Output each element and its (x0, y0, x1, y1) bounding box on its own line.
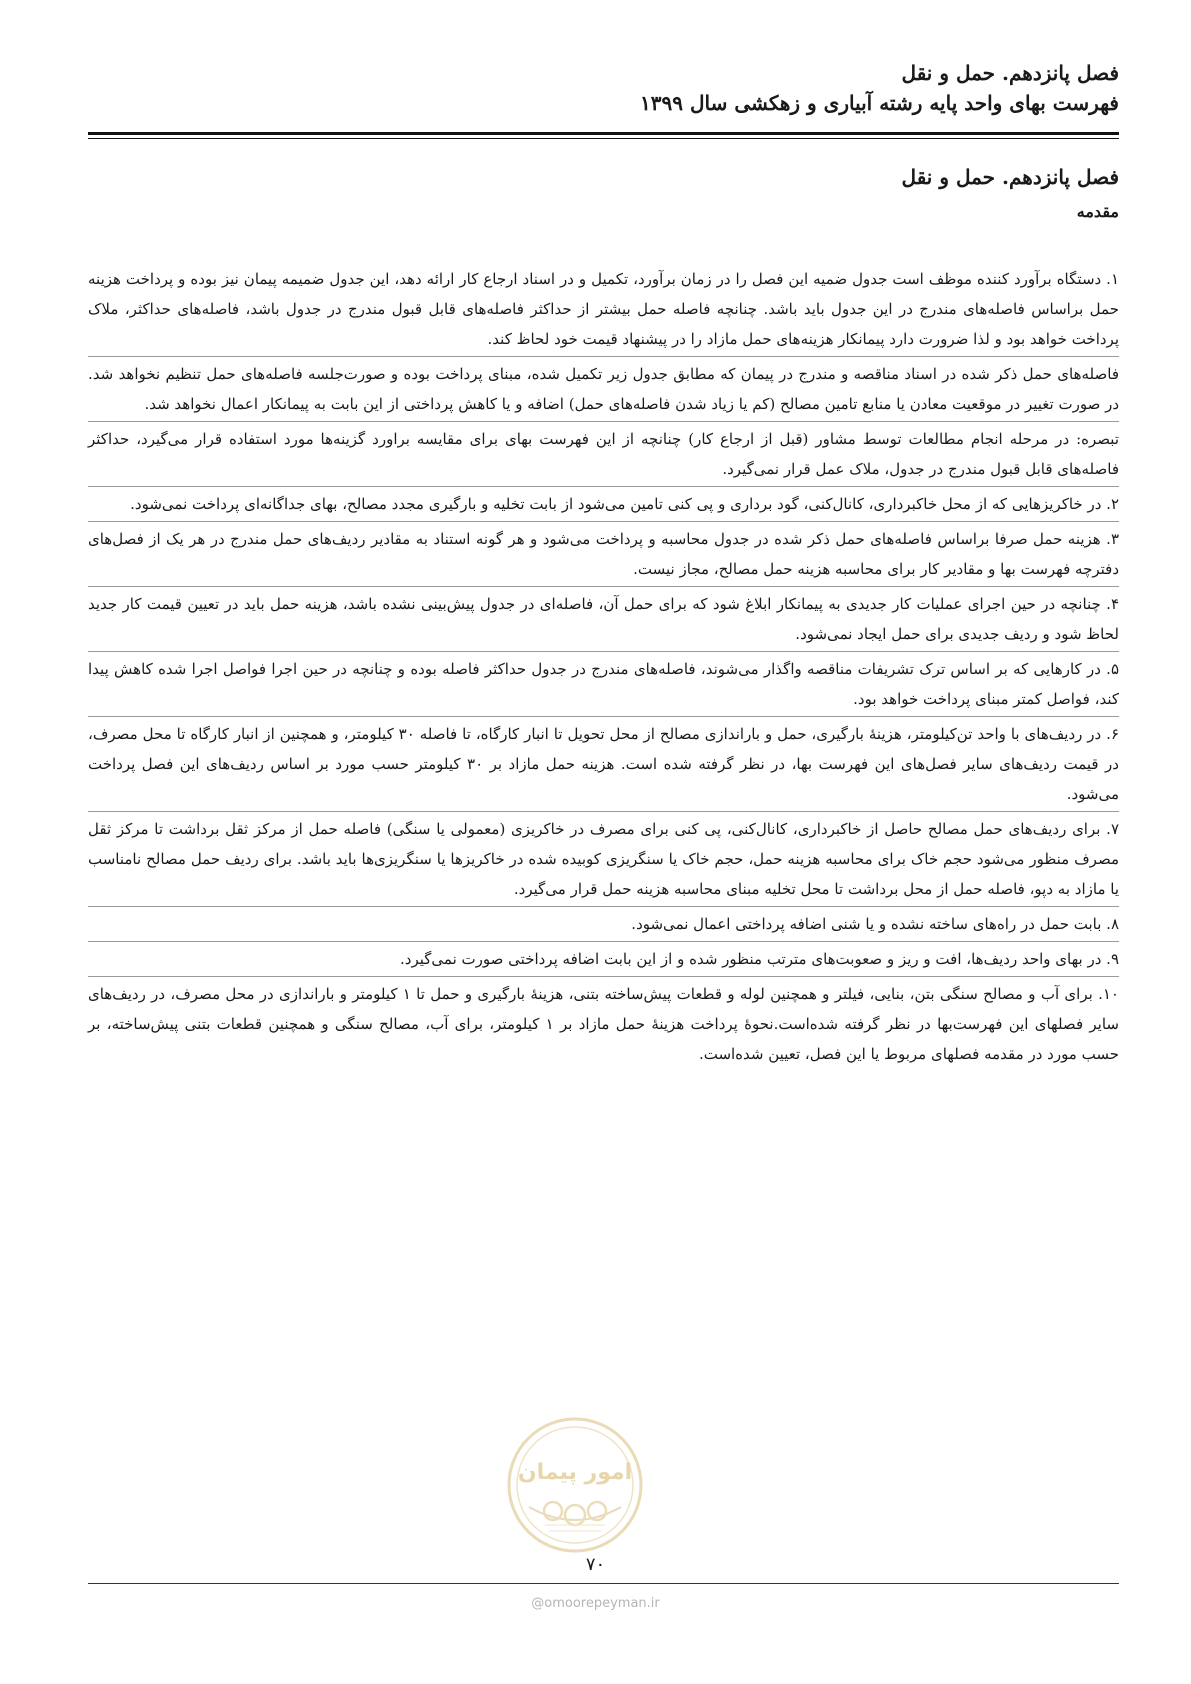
paragraph-9: ۹. در بهای واحد ردیف‌ها، افت و ریز و صعوبت‌های مترتب منظور شده و از این بابت اضافه پرداختی صورت نمی‌گیرد. (88, 944, 1119, 977)
watermark-logo-text: امور پیمان (517, 1460, 633, 1485)
paragraph-2: ۲. در خاکریزهایی که از محل خاکبرداری، کانال‌کنی، گود برداری و پی کنی تامین می‌شود از بابت تخلیه و بارگیری مجدد مصالح، بهای جداگانه‌ای پرداخت نمی‌شود. (88, 489, 1119, 522)
paragraph-5: ۵. در کارهایی که بر اساس ترک تشریفات مناقصه واگذار می‌شوند، فاصله‌های مندرج در جدول حداکثر فاصله بوده و چنانچه در حین اجرا فواصل اجرا شده کاهش پیدا کند، فواصل کمتر مبنای پرداخت خواهد بود. (88, 654, 1119, 717)
paragraph-remark: تبصره: در مرحله انجام مطالعات توسط مشاور (قبل از ارجاع کار) چنانچه از این فهرست بهای برای مقایسه براورد گزینه‌ها مورد استفاده قرار می‌گیرد، حداکثر فاصله‌های قابل قبول مندرج در جدول، ملاک عمل قرار نمی‌گیرد. (88, 424, 1119, 487)
paragraph-4: ۴. چنانچه در حین اجرای عملیات کار جدیدی به پیمانکار ابلاغ شود که برای حمل آن، فاصله‌ای در جدول پیش‌بینی نشده باشد، هزینه حمل باید در تعیین قیمت کار جدید لحاظ شود و ردیف جدیدی برای حمل ایجاد نمی‌شود. (88, 589, 1119, 652)
body-text (88, 264, 1119, 1073)
paragraph-10: ۱۰. برای آب و مصالح سنگی بتن، بنایی، فیلتر و همچنین لوله و قطعات پیش‌ساخته بتنی، هزینهٔ بارگیری و حمل تا ۱ کیلومتر و باراندازی در محل مصرف، در ردیف‌های سایر فصلهای این فهرست‌بها در نظر گرفته شده‌است.نحوهٔ پرداخت هزینهٔ حمل مازاد بر ۱ کیلومتر، برای آب، مصالح سنگی و همچنین قطعات بتنی پیش‌ساخته، بر حسب مورد در مقدمه فصلهای مربوط یا این فصل، تعیین شده‌است. (88, 985, 1119, 1063)
header-chapter-title: فصل پانزدهم. حمل و نقل (901, 61, 1119, 85)
section-title: فصل پانزدهم. حمل و نقل (901, 165, 1119, 189)
header-list-title: فهرست بهای واحد پایه رشته آبیاری و زهکشی سال ۱۳۹۹ (640, 91, 1119, 115)
paragraph-7: ۷. برای ردیف‌های حمل مصالح حاصل از خاکبرداری، کانال‌کنی، پی کنی برای مصرف در خاکریزی (معمولی یا سنگی) فاصله حمل از مرکز ثقل برداشت تا مرکز ثقل مصرف منظور می‌شود حجم خاک برای محاسبه هزینه حمل، حجم خاک یا سنگریزی کوبیده شده در خاکریزها یا سنگریزی‌ها باید باشد. برای ردیف حمل مصالح نامناسب یا مازاد به دپو، فاصله حمل از محل برداشت تا محل تخلیه مبنای محاسبه هزینه حمل قرار می‌گیرد. (88, 814, 1119, 907)
website-watermark: @omoorepeyman.ir (531, 1596, 660, 1611)
watermark-logo (505, 1415, 645, 1555)
paragraph-6: ۶. در ردیف‌های با واحد تن‌کیلومتر، هزینهٔ بارگیری، حمل و باراندازی مصالح از محل تحویل تا انبار کارگاه، تا فاصله ۳۰ کیلومتر، و همچنین از انبار کارگاه تا محل مصرف، در قیمت ردیف‌های سایر فصل‌های این فهرست بها، در نظر گرفته شده است. هزینه حمل مازاد بر ۳۰ کیلومتر حسب مورد بر اساس ردیف‌های این فصل پرداخت می‌شود. (88, 719, 1119, 812)
header-rule (88, 132, 1119, 135)
paragraph-8: ۸. بابت حمل در راه‌های ساخته نشده و یا شنی اضافه پرداختی اعمال نمی‌شود. (88, 909, 1119, 942)
header-rule-thin (88, 138, 1119, 139)
paragraph-1: ۱. دستگاه برآورد کننده موظف است جدول ضمیه این فصل را در زمان برآورد، تکمیل و در اسناد ارجاع کار ارائه دهد، این جدول ضمیمه پیمان نیز بوده و پرداخت هزینه حمل براساس فاصله‌های مندرج در این جدول باید باشد. چنانچه فاصله حمل بیشتر از حداکثر فاصله‌های قابل قبول مندرج در جدول باشد، فاصله‌های حداکثر، ملاک پرداخت خواهد بود و لذا ضرورت دارد پیمانکار هزینه‌های حمل مازاد را در پیشنهاد قیمت خود لحاظ کند. (88, 264, 1119, 357)
page-number: ۷۰ (585, 1554, 606, 1575)
page-header (88, 58, 1119, 118)
paragraph-3: ۳. هزینه حمل صرفا براساس فاصله‌های حمل ذکر شده در جدول محاسبه و پرداخت می‌شود و هر گونه استناد به مقادیر ردیف‌های حمل مندرج در هر یک از فصل‌های دفترچه فهرست بها و مقادیر کار برای محاسبه هزینه حمل مصالح، مجاز نیست. (88, 524, 1119, 587)
paragraph-1-note: فاصله‌های حمل ذکر شده در اسناد مناقصه و مندرج در پیمان که مطابق جدول زیر تکمیل شده، مبنای پرداخت بوده و صورت‌جلسه فاصله‌های حمل تنظیم نخواهد شد. در صورت تغییر در موقعیت معادن یا منابع تامین مصالح (کم یا زیاد شدن فاصله‌های حمل) اضافه و یا کاهش پرداختی از این بابت به پیمانکار اعمال نخواهد شد. (88, 359, 1119, 422)
footer-rule (88, 1583, 1119, 1584)
section-subtitle: مقدمه (1076, 202, 1119, 221)
